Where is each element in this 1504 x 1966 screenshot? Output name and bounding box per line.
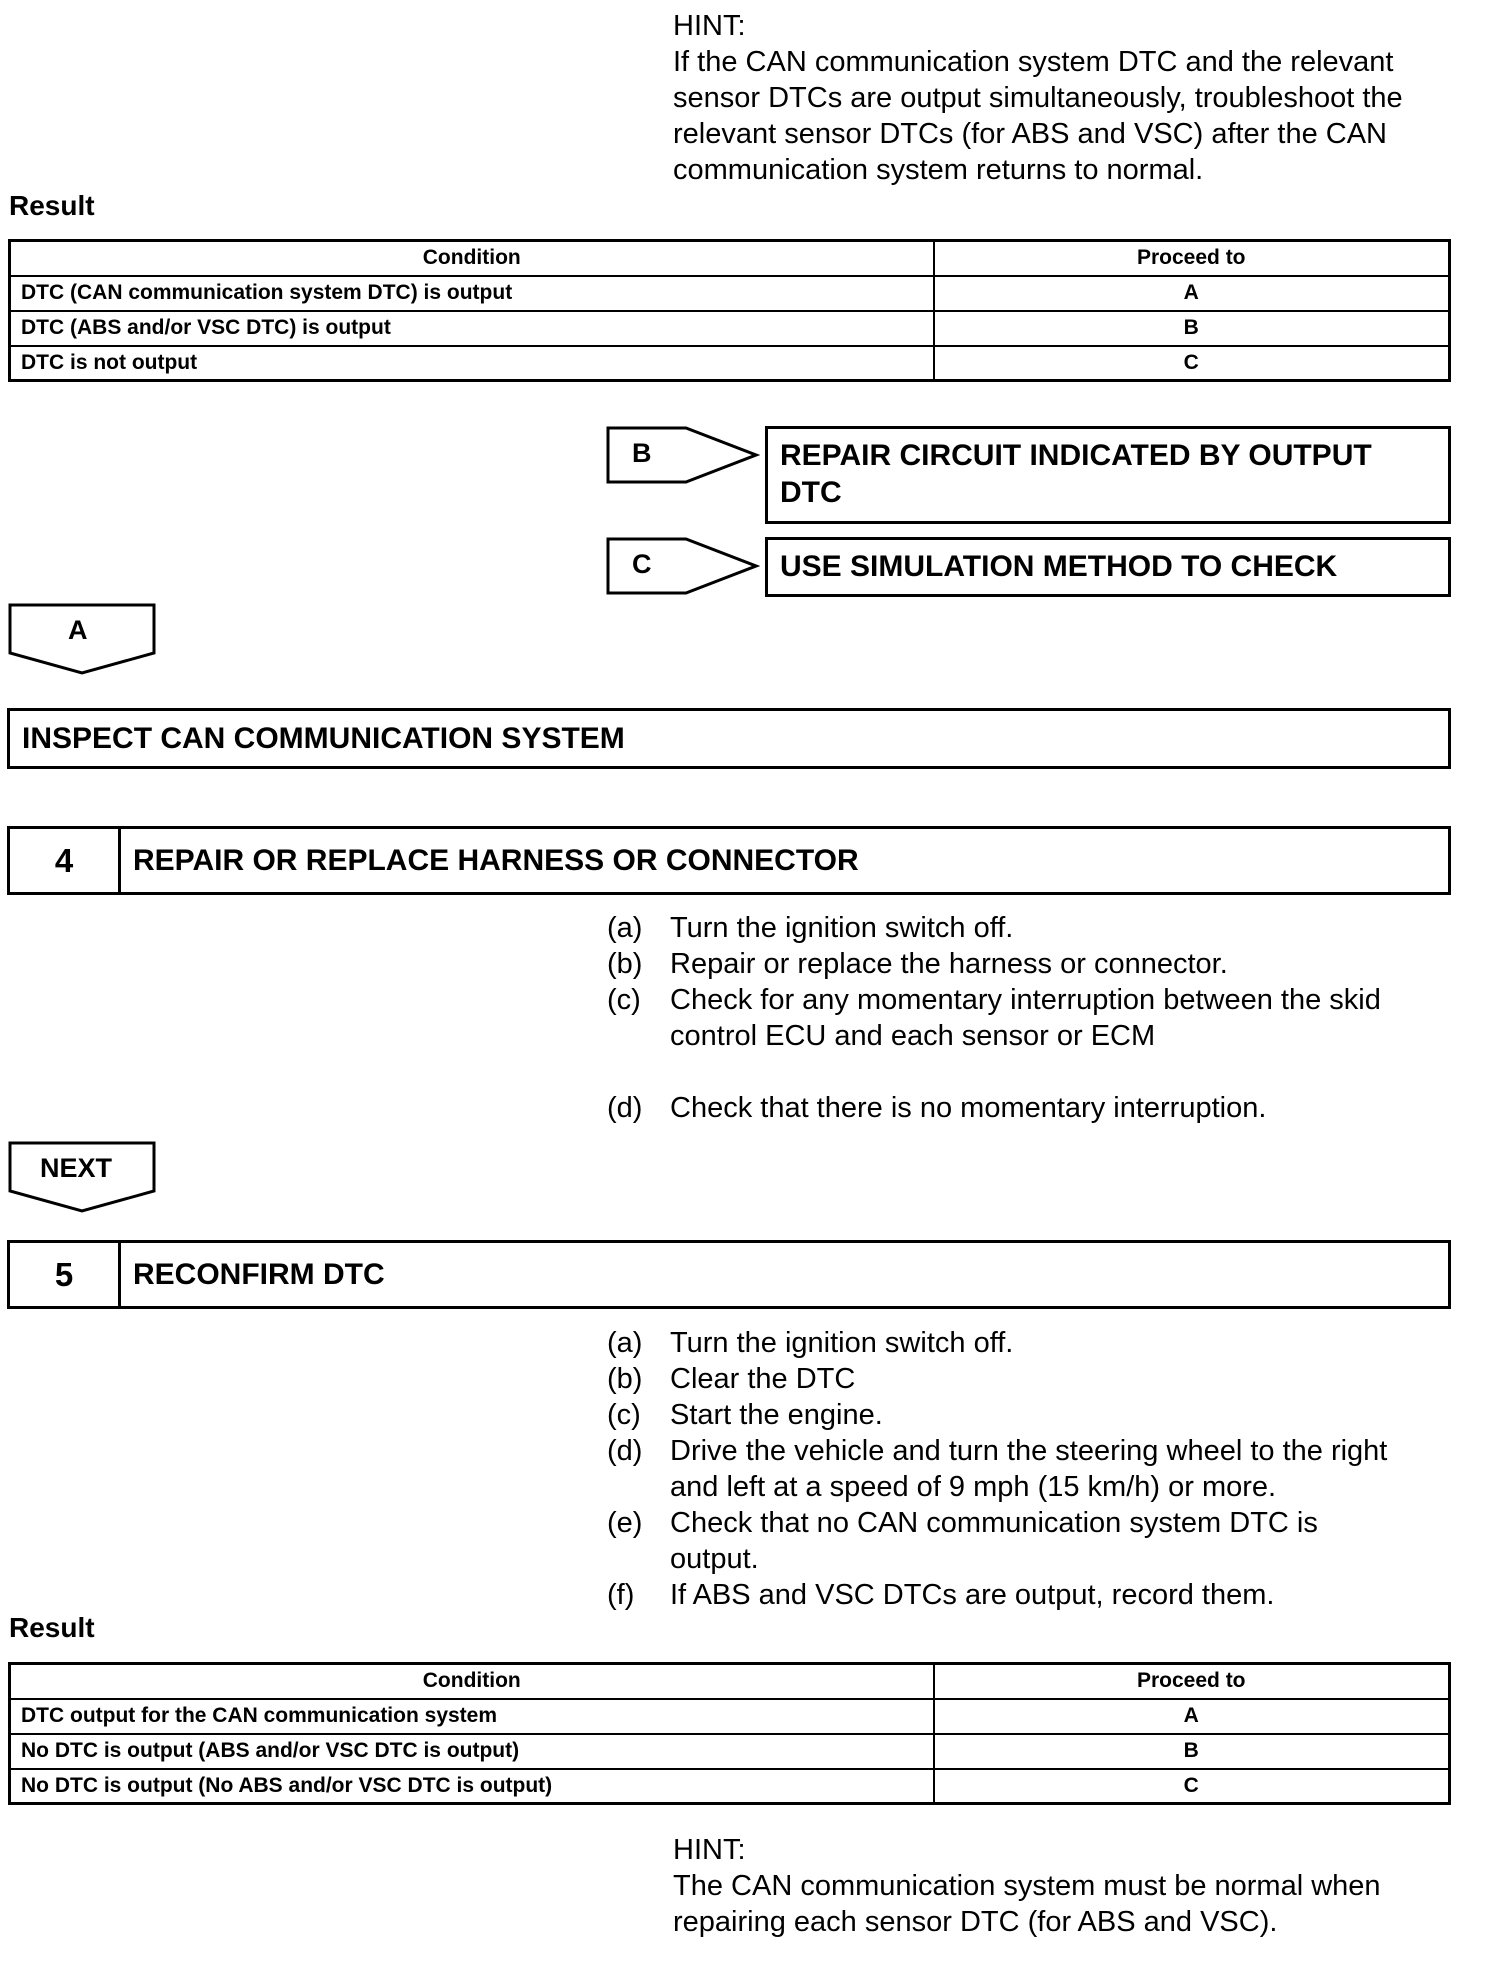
branch-b-box	[765, 426, 1451, 524]
inspect-box	[7, 708, 1451, 769]
step-5-header	[7, 1240, 1451, 1309]
hint-text-line: repairing each sensor DTC (for ABS and VSC).	[673, 1906, 1278, 1938]
list-item	[607, 910, 1467, 946]
result-table-2	[8, 1662, 1451, 1805]
step-title: REPAIR OR REPLACE HARNESS OR CONNECTOR	[133, 843, 859, 877]
hint-text-line: The CAN communication system must be normal when	[673, 1870, 1381, 1902]
proceed-cell: C	[934, 346, 1450, 381]
hint-text-line: communication system returns to normal.	[673, 154, 1204, 186]
branch-b-letter: B	[632, 438, 652, 468]
list-item	[607, 1505, 1487, 1577]
proceed-cell: C	[934, 1769, 1450, 1804]
item-marker: (d)	[607, 1435, 643, 1467]
tab-next-label: NEXT	[40, 1153, 113, 1183]
item-text: Repair or replace the harness or connector.	[670, 948, 1228, 980]
item-text: Start the engine.	[670, 1399, 883, 1431]
item-marker: (a)	[607, 912, 643, 944]
item-text: Check for any momentary interruption between the skid	[670, 984, 1381, 1016]
branch-b-arrow-icon	[606, 426, 760, 484]
list-item	[607, 1325, 1487, 1361]
hint-label: HINT:	[673, 1834, 746, 1866]
condition-cell: DTC (CAN communication system DTC) is output	[10, 276, 934, 311]
step-number: 4	[10, 829, 121, 892]
condition-cell: DTC (ABS and/or VSC DTC) is output	[10, 311, 934, 346]
table-row	[10, 1699, 1450, 1734]
result-label: Result	[9, 1612, 95, 1643]
item-marker: (c)	[607, 1399, 641, 1431]
table-row	[10, 346, 1450, 381]
item-text: If ABS and VSC DTCs are output, record them.	[670, 1579, 1275, 1611]
list-item	[607, 982, 1467, 1054]
table-row	[10, 276, 1450, 311]
inspect-text: INSPECT CAN COMMUNICATION SYSTEM	[22, 721, 625, 755]
proceed-cell: B	[934, 311, 1450, 346]
hint-text-line: If the CAN communication system DTC and the relevant	[673, 46, 1394, 78]
header-condition: Condition	[10, 241, 934, 276]
condition-cell: DTC output for the CAN communication system	[10, 1699, 934, 1734]
list-item	[607, 1577, 1487, 1613]
result-label: Result	[9, 190, 95, 221]
hint-block-1	[673, 8, 1473, 188]
item-marker: (a)	[607, 1327, 643, 1359]
condition-cell: No DTC is output (No ABS and/or VSC DTC is output)	[10, 1769, 934, 1804]
table-header-row	[10, 241, 1450, 276]
list-item	[607, 946, 1467, 982]
condition-cell: No DTC is output (ABS and/or VSC DTC is output)	[10, 1734, 934, 1769]
table-row	[10, 1769, 1450, 1804]
branch-c-box	[765, 537, 1451, 597]
item-text: Check that there is no momentary interruption.	[670, 1092, 1267, 1124]
table-row	[10, 311, 1450, 346]
step-title: RECONFIRM DTC	[133, 1257, 385, 1291]
step-number: 5	[10, 1243, 121, 1306]
branch-b-text-line: REPAIR CIRCUIT INDICATED BY OUTPUT	[780, 439, 1372, 472]
header-condition: Condition	[10, 1664, 934, 1699]
item-text: Check that no CAN communication system DTC is	[670, 1507, 1318, 1539]
item-text: and left at a speed of 9 mph (15 km/h) or more.	[670, 1471, 1277, 1503]
item-text: output.	[670, 1543, 759, 1575]
hint-label: HINT:	[673, 10, 746, 42]
header-proceed-to: Proceed to	[934, 241, 1450, 276]
branch-c-letter: C	[632, 549, 652, 579]
item-text: Clear the DTC	[670, 1363, 856, 1395]
item-marker: (d)	[607, 1092, 643, 1124]
condition-cell: DTC is not output	[10, 346, 934, 381]
hint-text-line: sensor DTCs are output simultaneously, troubleshoot the	[673, 82, 1403, 114]
list-item	[607, 1397, 1487, 1433]
item-marker: (b)	[607, 1363, 643, 1395]
branch-b-text-line: DTC	[780, 476, 842, 509]
step-4-header	[7, 826, 1451, 895]
hint-text-line: relevant sensor DTCs (for ABS and VSC) after the CAN	[673, 118, 1387, 150]
step-4-list	[607, 910, 1467, 1126]
tab-a-label: A	[68, 615, 88, 645]
item-marker: (e)	[607, 1507, 643, 1539]
proceed-cell: A	[934, 1699, 1450, 1734]
item-text: Drive the vehicle and turn the steering wheel to the right	[670, 1435, 1388, 1467]
branch-c-text: USE SIMULATION METHOD TO CHECK	[780, 550, 1338, 583]
table-header-row	[10, 1664, 1450, 1699]
list-item	[607, 1433, 1487, 1505]
item-text: control ECU and each sensor or ECM	[670, 1020, 1156, 1052]
header-proceed-to: Proceed to	[934, 1664, 1450, 1699]
item-text: Turn the ignition switch off.	[670, 1327, 1014, 1359]
proceed-cell: A	[934, 276, 1450, 311]
step-5-list	[607, 1325, 1487, 1613]
list-item	[607, 1090, 1467, 1126]
item-marker: (c)	[607, 984, 641, 1016]
branch-c-arrow-icon	[606, 537, 760, 595]
proceed-cell: B	[934, 1734, 1450, 1769]
result-table-1	[8, 239, 1451, 382]
list-item	[607, 1361, 1487, 1397]
item-text: Turn the ignition switch off.	[670, 912, 1014, 944]
item-marker: (f)	[607, 1579, 635, 1611]
table-row	[10, 1734, 1450, 1769]
hint-block-2	[673, 1832, 1473, 1940]
item-marker: (b)	[607, 948, 643, 980]
